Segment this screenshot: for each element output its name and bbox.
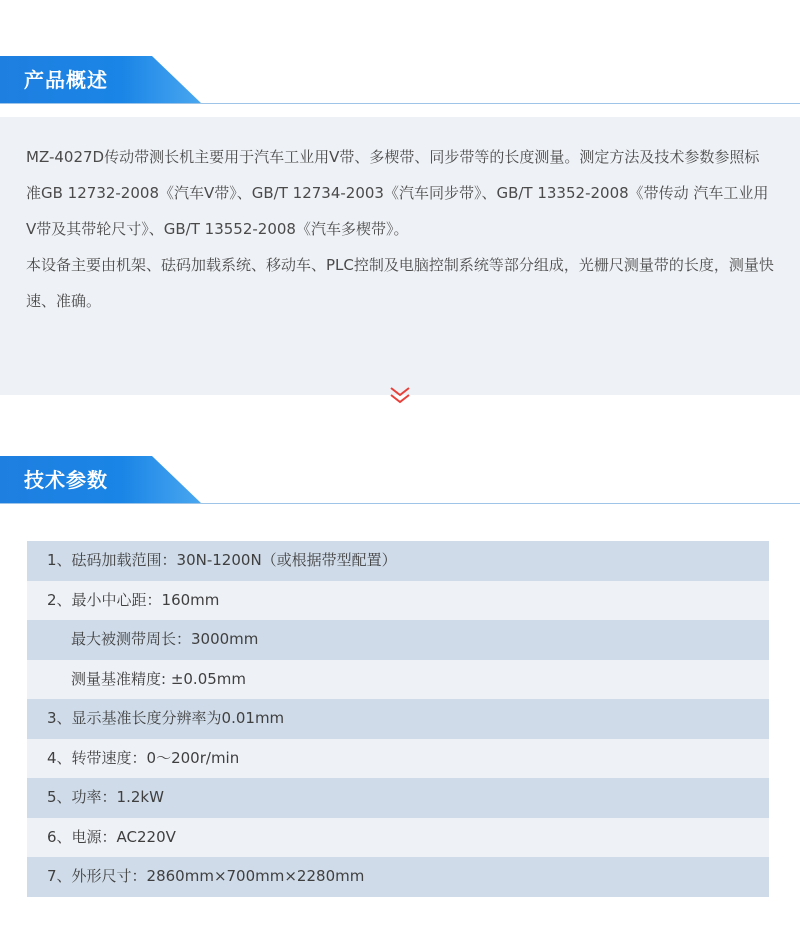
overview-paragraph-2: 本设备主要由机架、砝码加载系统、移动车、PLC控制及电脑控制系统等部分组成，光栅尺测量带的长度，测量快速、准确。 [26, 256, 774, 310]
double-chevron-down-icon[interactable] [388, 385, 412, 405]
specs-title: 技术参数 [24, 468, 108, 492]
specs-header-line [0, 503, 800, 504]
spec-row: 4、转带速度：0～200r/min [27, 739, 769, 779]
spec-row: 2、最小中心距：160mm [27, 581, 769, 621]
spec-row: 1、砝码加载范围：30N-1200N（或根据带型配置） [27, 541, 769, 581]
spec-row: 3、显示基准长度分辨率为0.01mm [27, 699, 769, 739]
spec-row: 5、功率：1.2kW [27, 778, 769, 818]
spec-row: 测量基准精度: ±0.05mm [27, 660, 769, 700]
overview-content [0, 117, 800, 395]
overview-title: 产品概述 [24, 68, 108, 92]
spec-row: 最大被测带周长：3000mm [27, 620, 769, 660]
spec-table [27, 541, 769, 897]
specs-header [0, 456, 800, 504]
overview-header-line [0, 103, 800, 104]
overview-header [0, 56, 800, 104]
overview-paragraph-1: MZ-4027D传动带测长机主要用于汽车工业用V带、多楔带、同步带等的长度测量。测定方法及技术参数参照标准GB 12732-2008《汽车V带》、GB/T 12734-2003《汽车同步带》、GB/T 13352-2008《带传动 汽车工业用V带及其带轮尺寸》、GB/T 13552-2008《汽车多楔带》。 [26, 148, 769, 238]
spec-row: 6、电源：AC220V [27, 818, 769, 858]
spec-row: 7、外形尺寸：2860mm×700mm×2280mm [27, 857, 769, 897]
